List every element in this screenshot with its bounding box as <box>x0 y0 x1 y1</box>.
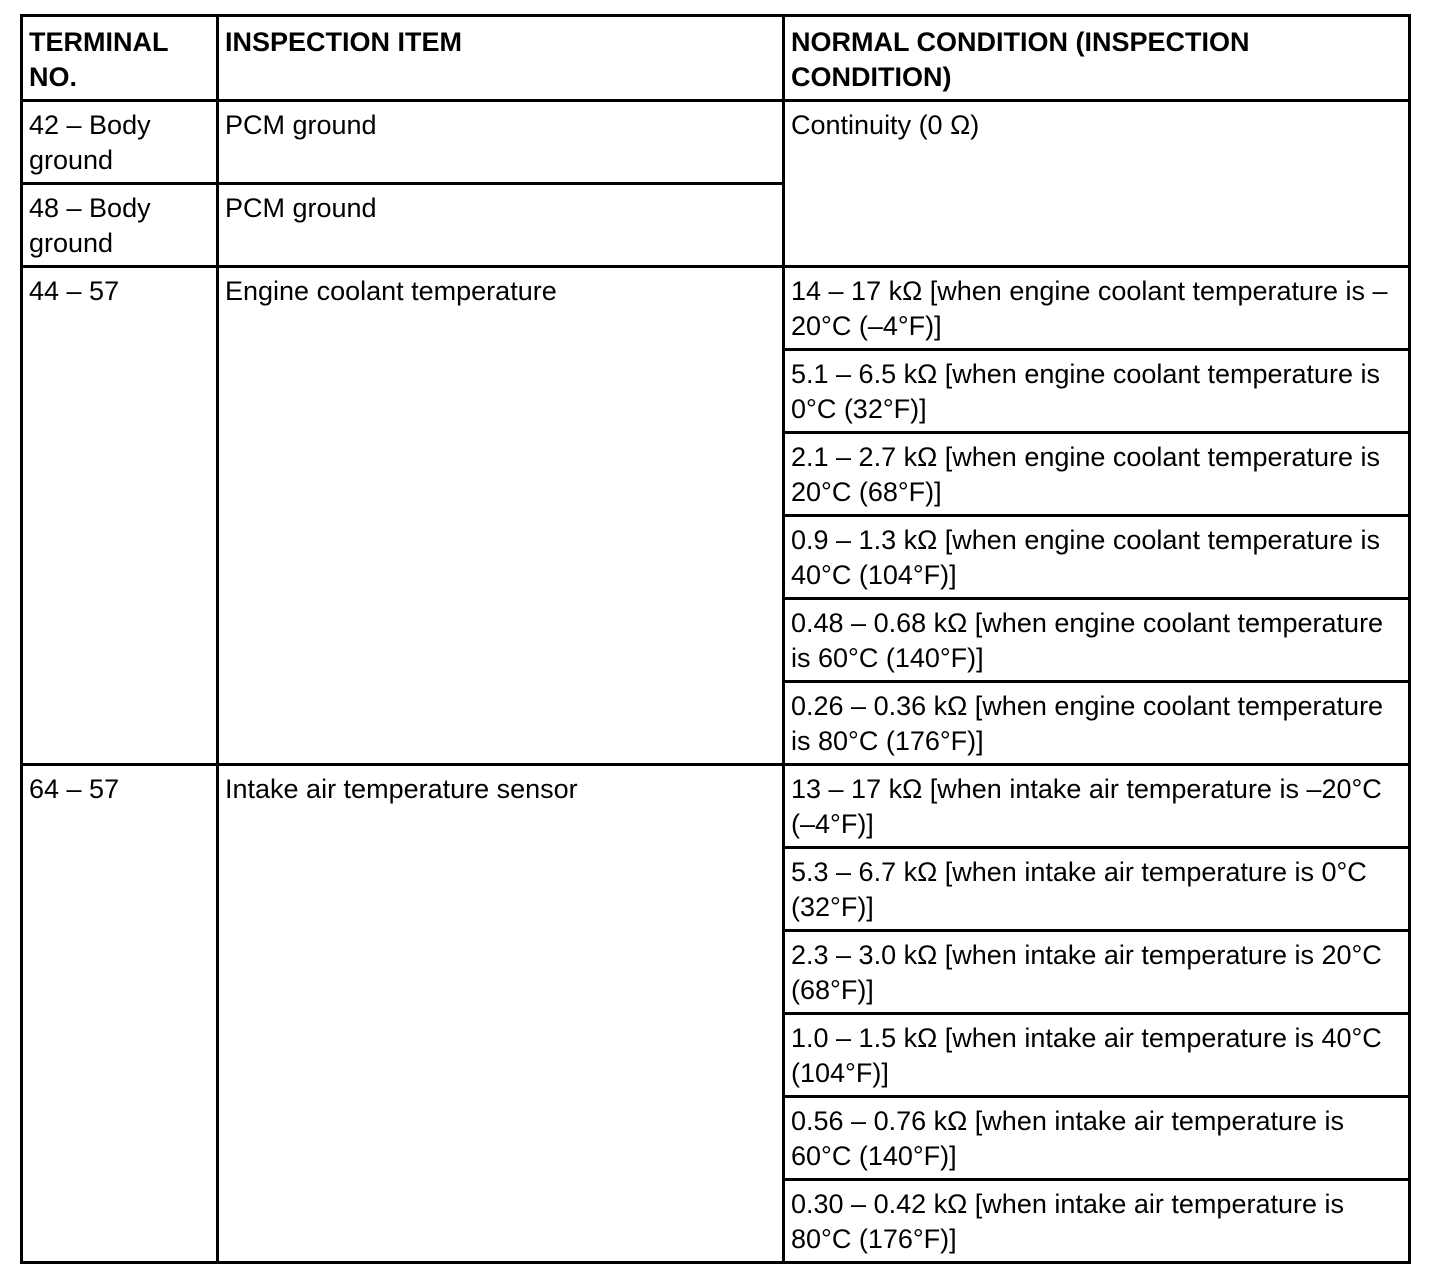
inspection-item-cell: Intake air temperature sensor <box>218 765 784 1263</box>
condition-cell: 0.9 – 1.3 kΩ [when engine coolant temperature is 40°C (104°F)] <box>784 516 1410 599</box>
condition-cell: 0.56 – 0.76 kΩ [when intake air temperature is 60°C (140°F)] <box>784 1097 1410 1180</box>
header-inspection-item: INSPECTION ITEM <box>218 16 784 101</box>
condition-cell: 1.0 – 1.5 kΩ [when intake air temperature is 40°C (104°F)] <box>784 1014 1410 1097</box>
condition-cell: 14 – 17 kΩ [when engine coolant temperature is –20°C (–4°F)] <box>784 267 1410 350</box>
header-normal-condition: NORMAL CONDITION (INSPECTION CONDITION) <box>784 16 1410 101</box>
terminal-cell: 42 – Body ground <box>22 101 218 184</box>
condition-cell: 5.1 – 6.5 kΩ [when engine coolant temperature is 0°C (32°F)] <box>784 350 1410 433</box>
table-row <box>22 101 1410 184</box>
header-row <box>22 16 1410 101</box>
condition-cell: 2.1 – 2.7 kΩ [when engine coolant temperature is 20°C (68°F)] <box>784 433 1410 516</box>
terminal-cell: 44 – 57 <box>22 267 218 765</box>
inspection-item-cell: PCM ground <box>218 101 784 184</box>
inspection-item-cell: PCM ground <box>218 184 784 267</box>
condition-cell: 0.30 – 0.42 kΩ [when intake air temperature is 80°C (176°F)] <box>784 1180 1410 1263</box>
table-row <box>22 765 1410 848</box>
terminal-cell: 64 – 57 <box>22 765 218 1263</box>
condition-cell: 0.48 – 0.68 kΩ [when engine coolant temperature is 60°C (140°F)] <box>784 599 1410 682</box>
condition-cell: 5.3 – 6.7 kΩ [when intake air temperature is 0°C (32°F)] <box>784 848 1410 931</box>
condition-cell: 13 – 17 kΩ [when intake air temperature is –20°C (–4°F)] <box>784 765 1410 848</box>
condition-cell: 2.3 – 3.0 kΩ [when intake air temperature is 20°C (68°F)] <box>784 931 1410 1014</box>
condition-cell: 0.26 – 0.36 kΩ [when engine coolant temperature is 80°C (176°F)] <box>784 682 1410 765</box>
inspection-table <box>20 14 1411 1264</box>
inspection-item-cell: Engine coolant temperature <box>218 267 784 765</box>
header-terminal: TERMINAL NO. <box>22 16 218 101</box>
condition-cell: Continuity (0 Ω) <box>784 101 1410 267</box>
terminal-cell: 48 – Body ground <box>22 184 218 267</box>
table-row <box>22 267 1410 350</box>
